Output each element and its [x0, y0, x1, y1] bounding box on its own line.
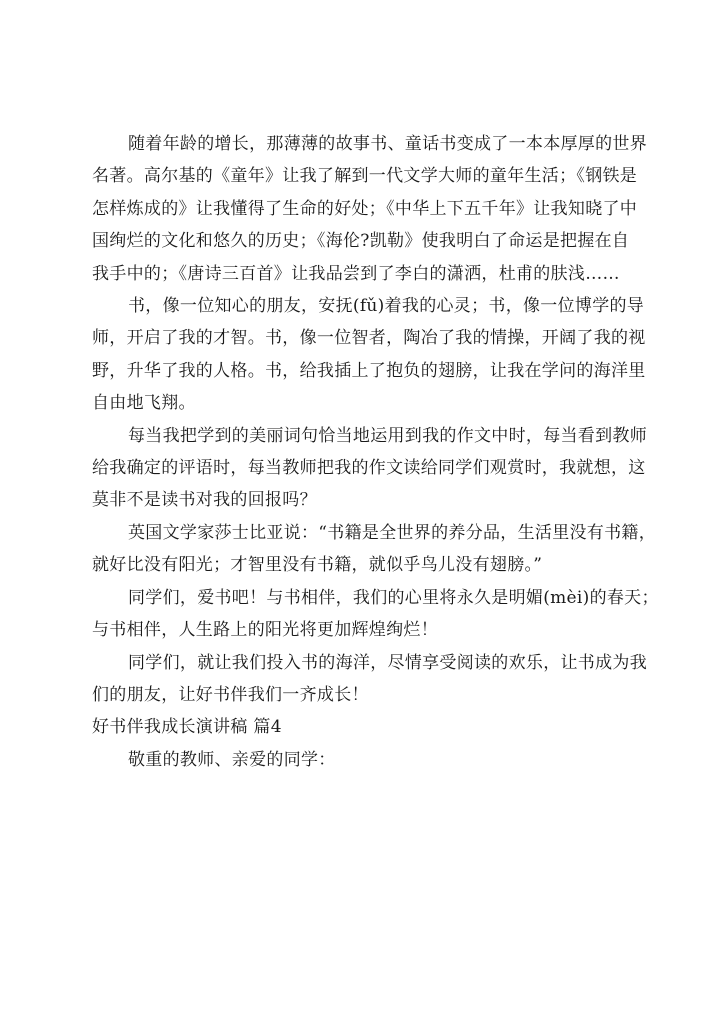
text-line: 与书相伴，人生路上的阳光将更加辉煌绚烂！ — [92, 620, 438, 641]
text-line: 书，像一位知心的朋友，安抚(fǔ)着我的心灵；书，像一位博学的导 — [128, 296, 645, 317]
text-line: 敬重的教师、亲爱的同学： — [128, 749, 336, 770]
document-page — [92, 128, 659, 776]
text-line: 莫非不是读书对我的回报吗？ — [92, 490, 317, 511]
text-line: 随着年龄的增长，那薄薄的故事书、童话书变成了一本本厚厚的世界 — [128, 134, 647, 154]
text-line: 们的朋友，让好书伴我们一齐成长！ — [92, 684, 369, 705]
paragraph-shakespeare-quote — [92, 517, 656, 582]
text-line: 怎样炼成的》让我懂得了生命的好处；《中华上下五千年》让我知晓了中 — [92, 198, 638, 219]
text-line: 就好比没有阳光；才智里没有书籍，就似乎鸟儿没有翅膀。” — [92, 555, 543, 576]
text-line: 每当我把学到的美丽词句恰当地运用到我的作文中时，每当看到教师 — [128, 425, 647, 446]
paragraph-closing — [92, 647, 647, 712]
text-line: 自由地飞翔。 — [92, 393, 196, 414]
greeting-line — [92, 744, 632, 776]
text-line: 国绚烂的文化和悠久的历史；《海伦?凯勒》使我明白了命运是把握在自 — [92, 231, 630, 252]
paragraph-love-books — [92, 582, 659, 647]
text-line: 给我确定的评语时，每当教师把我的作文读给同学们观赏时，我就想，这 — [92, 458, 646, 479]
paragraph-book-friend — [92, 290, 646, 420]
text-line: 同学们，就让我们投入书的海洋，尽情享受阅读的欢乐，让书成为我 — [128, 652, 647, 673]
text-line: 师，开启了我的才智。书，像一位智者，陶冶了我的情操，开阔了我的视 — [92, 328, 646, 349]
text-line: 名著。高尔基的《童年》让我了解到一代文学大师的童年生活；《钢铁是 — [92, 166, 638, 187]
paragraph-reward — [92, 420, 647, 517]
text-line: 同学们，爱书吧！与书相伴，我们的心里将永久是明媚(mèi)的春天； — [128, 587, 659, 608]
section-heading: 好书伴我成长演讲稿 篇4 — [92, 717, 282, 738]
text-line: 我手中的；《唐诗三百首》让我品尝到了李白的潇洒，杜甫的肤浅…… — [92, 263, 620, 284]
text-line: 英国文学家莎士比亚说：“书籍是全世界的养分品，生活里没有书籍， — [128, 522, 656, 543]
paragraph-classics — [92, 128, 647, 290]
text-line: 野，升华了我的人格。书，给我插上了抱负的翅膀，让我在学问的海洋里 — [92, 360, 646, 381]
